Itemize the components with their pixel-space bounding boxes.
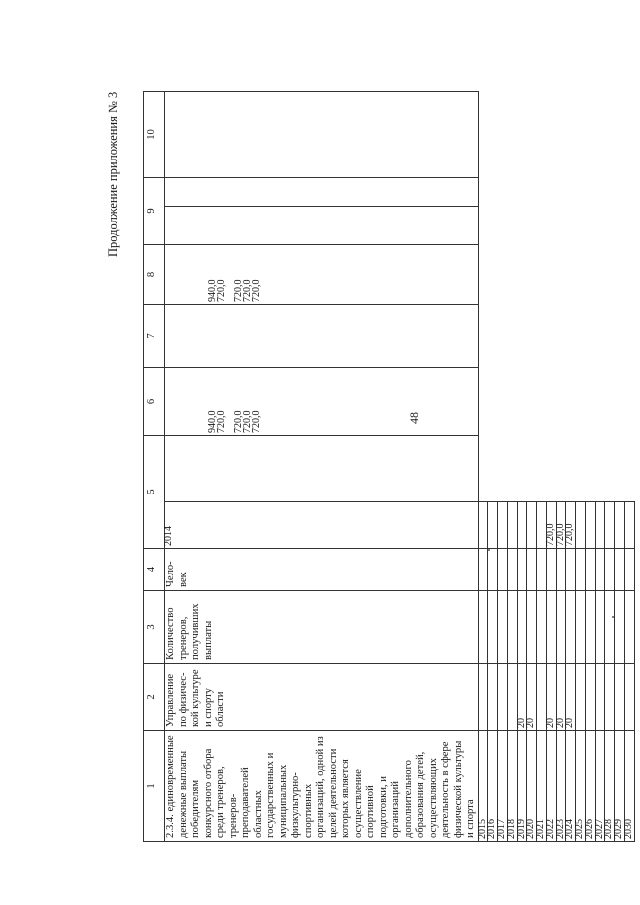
col5-cell: 20	[566, 664, 576, 731]
header-col-6: 6	[144, 368, 165, 436]
col6-values	[165, 368, 479, 436]
appendix-caption: Продолжение приложения № 3	[106, 91, 120, 257]
col9b-cell	[595, 549, 605, 591]
program-table	[143, 91, 635, 842]
year-row	[478, 92, 488, 842]
col9a-cell	[507, 591, 517, 664]
year-row	[507, 92, 517, 842]
col8-value	[191, 245, 200, 304]
col7-values	[165, 305, 479, 368]
col9a-cell	[556, 591, 566, 664]
col5-cell: 20	[546, 664, 556, 731]
year-row	[498, 92, 508, 842]
year-cell: 2030	[624, 731, 634, 842]
col9a-cell	[624, 591, 634, 664]
col10-cell	[517, 502, 527, 549]
col9a-cell	[165, 207, 479, 245]
col5-cell: 20	[527, 664, 537, 731]
col9b-cell	[478, 549, 488, 591]
col9a-cell	[527, 591, 537, 664]
col9b-cell	[517, 549, 527, 591]
year-cell: 2014	[165, 502, 479, 549]
col10-cell	[498, 502, 508, 549]
year-cell: 2018	[507, 731, 517, 842]
executor-cell: Управление по физичес-кой культуре и спорту области	[165, 664, 479, 731]
col5-cell	[624, 664, 634, 731]
col10-cell	[507, 502, 517, 549]
col10-cell	[615, 502, 625, 549]
col10-cell: 720,0	[556, 502, 566, 549]
col9b-cell	[566, 549, 576, 591]
col9a-cell	[488, 591, 498, 664]
col9a-cell	[615, 591, 625, 664]
year-row	[605, 92, 615, 842]
year-row	[566, 92, 576, 842]
scan-speck	[612, 616, 614, 618]
year-cell: 2015	[478, 731, 488, 842]
year-row	[556, 92, 566, 842]
year-cell: 2020	[527, 731, 537, 842]
col8-value	[174, 245, 183, 304]
col9a-cell	[498, 591, 508, 664]
year-row	[576, 92, 586, 842]
header-col-8: 8	[144, 245, 165, 305]
col5-cell	[165, 436, 479, 502]
col9a-cell	[478, 591, 488, 664]
col9b-cell	[576, 549, 586, 591]
col8-value: 720,0	[215, 279, 227, 302]
col9a-cell	[585, 591, 595, 664]
col5-cell	[605, 664, 615, 731]
col5-cell	[498, 664, 508, 731]
col5-cell	[595, 664, 605, 731]
year-row	[488, 92, 498, 842]
col9b-cell	[605, 549, 615, 591]
year-cell: 2024	[566, 731, 576, 842]
col5-cell	[488, 664, 498, 731]
col8-value: 940,0	[206, 279, 218, 302]
col9b-cell	[615, 549, 625, 591]
item-description: 2.3.4. единовременные денежные выплаты победителям конкурсного отбора среди тренеров, тренеров-преподавателей областных государственных и муниципальных физкультурно-спортивных организаций, одной из целей деятельности которых является осуществление спортивной подготовки, и организаций дополнительного образования детей, осуществляющих деятельность в сфере физической культуры и спорта	[165, 731, 479, 842]
col8-value	[183, 245, 192, 304]
header-row	[144, 92, 165, 842]
col9a-cell	[595, 591, 605, 664]
col9b-cell	[165, 178, 479, 207]
col6-value: 720,0	[250, 410, 262, 433]
year-cell: 2025	[576, 731, 586, 842]
scan-speck	[488, 549, 490, 551]
year-row	[537, 92, 547, 842]
year-row	[546, 92, 556, 842]
year-row	[165, 92, 479, 842]
year-cell: 2027	[595, 731, 605, 842]
col10-cell	[165, 92, 479, 178]
col9b-cell	[498, 549, 508, 591]
col5-cell	[585, 664, 595, 731]
page-number: 48	[407, 412, 421, 424]
col8-value: 720,0	[250, 279, 262, 302]
header-col-5: 5	[144, 436, 165, 549]
col5-cell: 20	[556, 664, 566, 731]
year-cell: 2029	[615, 731, 625, 842]
header-col-7: 7	[144, 305, 165, 368]
col6-value: 720,0	[233, 410, 244, 433]
col6-value: 720,0	[215, 410, 227, 433]
col9b-cell	[546, 549, 556, 591]
col5-cell: 20	[517, 664, 527, 731]
col10-cell	[527, 502, 537, 549]
col6-value: 720,0	[241, 410, 253, 433]
col9b-cell	[527, 549, 537, 591]
col9a-cell	[517, 591, 527, 664]
year-cell: 2026	[585, 731, 595, 842]
col6-value	[183, 368, 192, 435]
header-col-10: 10	[144, 92, 165, 178]
year-cell: 2019	[517, 731, 527, 842]
col10-cell	[585, 502, 595, 549]
col10-cell	[478, 502, 488, 549]
year-cell: 2023	[556, 731, 566, 842]
col9a-cell	[576, 591, 586, 664]
col9b-cell	[556, 549, 566, 591]
year-row	[517, 92, 527, 842]
col10-cell	[488, 502, 498, 549]
col6-value	[191, 368, 200, 435]
year-row	[585, 92, 595, 842]
header-col-4: 4	[144, 549, 165, 591]
header-col-9: 9	[144, 178, 165, 245]
col8-value	[165, 245, 174, 304]
col5-cell	[615, 664, 625, 731]
col9b-cell	[585, 549, 595, 591]
year-cell: 2022	[546, 731, 556, 842]
col8-values	[165, 245, 479, 305]
header-col-1: 1	[144, 731, 165, 842]
indicator-cell: Количество тренеров, получивших выплаты	[165, 591, 479, 664]
year-row	[527, 92, 537, 842]
col9a-cell	[605, 591, 615, 664]
year-row	[624, 92, 634, 842]
col9b-cell	[507, 549, 517, 591]
col10-cell	[605, 502, 615, 549]
year-cell: 2021	[537, 731, 547, 842]
year-cell: 2016	[488, 731, 498, 842]
year-cell: 2028	[605, 731, 615, 842]
col8-value: 720,0	[241, 279, 253, 302]
year-row	[595, 92, 605, 842]
col6-value	[174, 368, 183, 435]
col10-cell	[576, 502, 586, 549]
year-cell: 2017	[498, 731, 508, 842]
col9b-cell	[537, 549, 547, 591]
unit-cell: Чело-век	[165, 549, 479, 591]
col10-cell	[595, 502, 605, 549]
col9a-cell	[546, 591, 556, 664]
col10-cell	[624, 502, 634, 549]
col10-cell: 720,0	[566, 502, 576, 549]
col9b-cell	[624, 549, 634, 591]
col9b-cell	[488, 549, 498, 591]
header-col-2: 2	[144, 664, 165, 731]
col5-cell	[478, 664, 488, 731]
col5-cell	[576, 664, 586, 731]
col8-value: 720,0	[233, 279, 244, 302]
col9a-cell	[566, 591, 576, 664]
col10-cell: 720,0	[546, 502, 556, 549]
col9a-cell	[537, 591, 547, 664]
col6-value	[165, 368, 174, 435]
col6-value: 940,0	[206, 410, 218, 433]
header-col-3: 3	[144, 591, 165, 664]
year-row	[615, 92, 625, 842]
